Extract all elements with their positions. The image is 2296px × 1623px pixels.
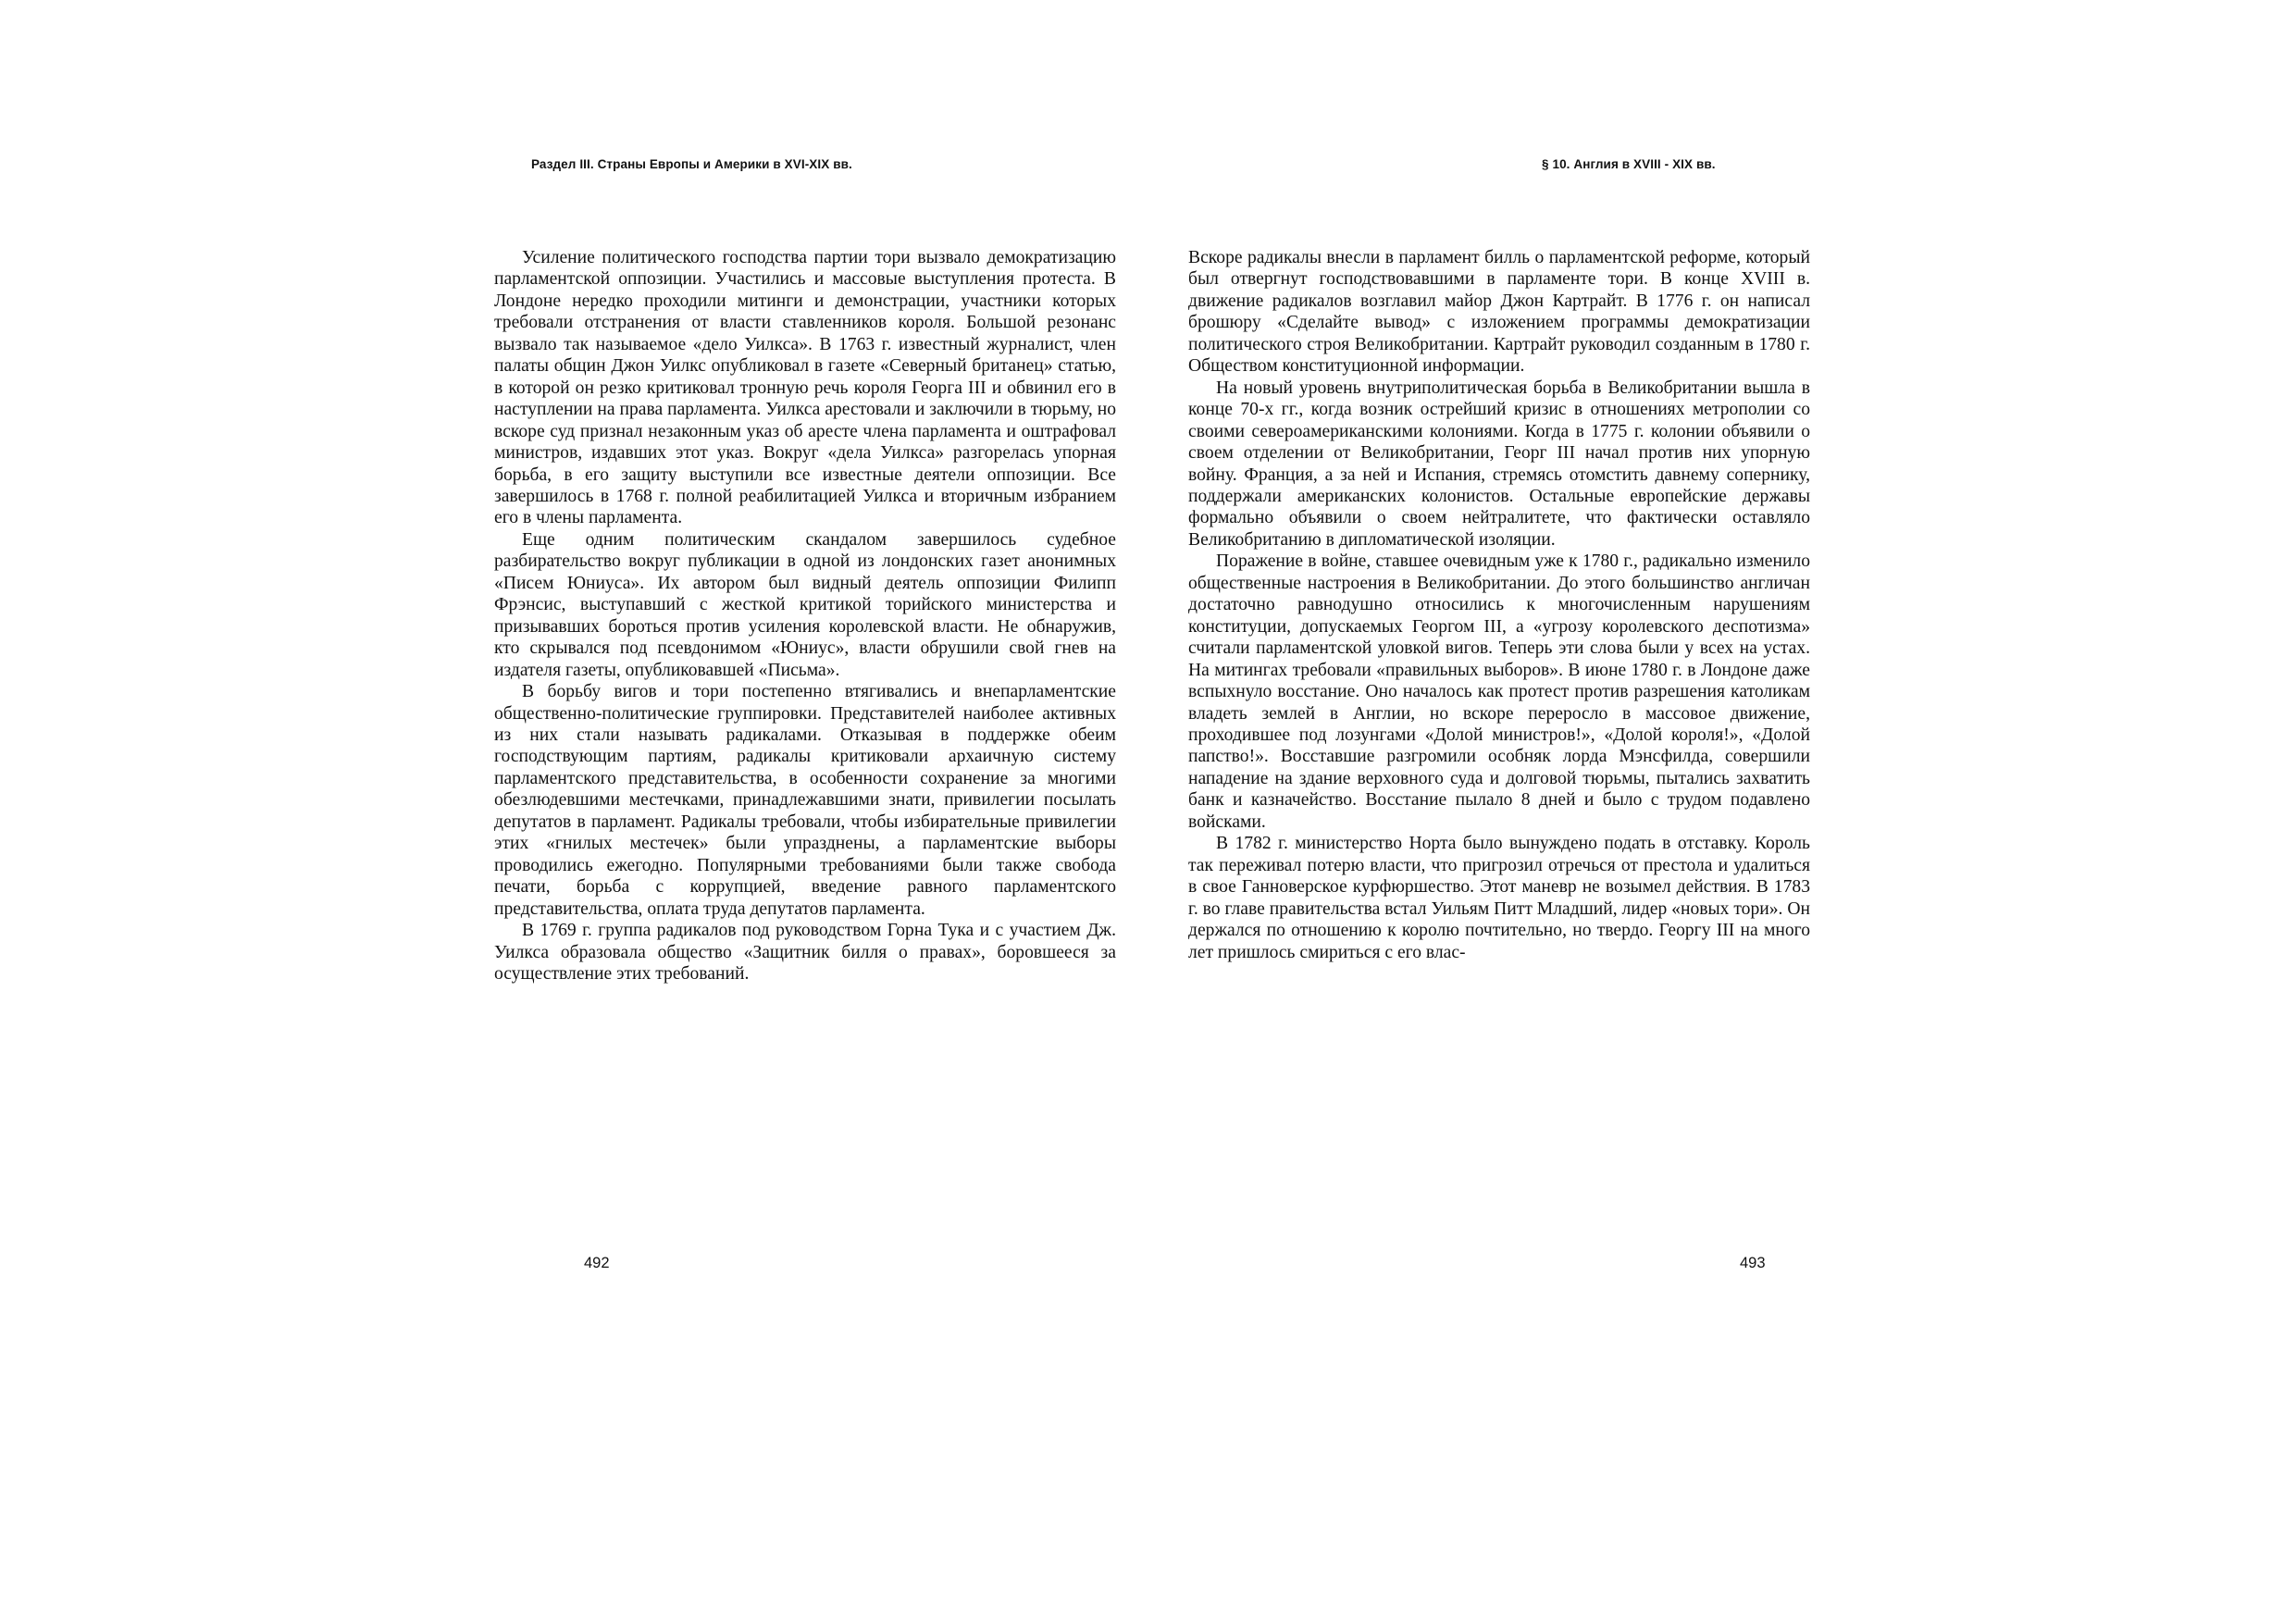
left-running-head: Раздел III. Страны Европы и Америки в XVI-XIX вв.	[531, 157, 852, 171]
right-body-text	[1188, 247, 1810, 963]
paragraph: Усиление политического господства партии тори вызвало демократизацию парламентской оппозиции. Участились и массовые выступления протеста. В Лондоне нередко проходили митинги и демонстрации, участники которых требовали отстранения от власти ставленников короля. Большой резонанс вызвало так называемое «дело Уилкса». В 1763 г. известный журналист, член палаты общин Джон Уилкс опубликовал в газете «Северный британец» статью, в которой он резко критиковал тронную речь короля Георга III и обвинил его в наступлении на права парламента. Уилкса арестовали и заключили в тюрьму, но вскоре суд признал незаконным указ об аресте члена парламента и оштрафовал министров, издавших этот указ. Вокруг «дела Уилкса» разгорелась упорная борьба, в его защиту выступили все известные деятели оппозиции. Все завершилось в 1768 г. полной реабилитацией Уилкса и вторичным избранием его в члены парламента.	[494, 248, 1116, 528]
left-body-text	[494, 247, 1116, 985]
paragraph: Еще одним политическим скандалом завершилось судебное разбирательство вокруг публикации в одной из лондонских газет анонимных «Писем Юниуса». Их автором был видный деятель оппозиции Филипп Фрэнсис, выступавший с жесткой критикой торийского министерства и призывавших бороться против усиления королевской власти. Не обнаружив, кто скрывался под псевдонимом «Юниус», власти обрушили свой гнев на издателя газеты, опубликовавшей «Письма».	[494, 529, 1116, 680]
paragraph: В 1769 г. группа радикалов под руководством Горна Тука и с участием Дж. Уилкса образовала общество «Защитник билля о правах», боровшееся за осуществление этих требований.	[494, 921, 1116, 984]
paragraph: На новый уровень внутриполитическая борьба в Великобритании вышла в конце 70-х гг., когда возник острейший кризис в отношениях метрополии со своими североамериканскими колониями. Когда в 1775 г. колонии объявили о своем отделении от Великобритании, Георг III начал против них упорную войну. Франция, а за ней и Испания, стремясь отомстить давнему сопернику, поддержали американских колонистов. Остальные европейские державы формально объявили о своем нейтралитете, что фактически оставляло Великобританию в дипломатической изоляции.	[1188, 378, 1810, 550]
right-running-head: § 10. Англия в XVIII - XIX вв.	[1542, 157, 1716, 171]
right-page	[1148, 0, 2296, 1623]
left-page-number: 492	[584, 1255, 610, 1271]
right-page-number: 493	[1740, 1255, 1766, 1271]
paragraph: Вскоре радикалы внесли в парламент билль о парламентской реформе, который был отвергнут господствовавшими в парламенте тори. В конце XVIII в. движение радикалов возглавил майор Джон Картрайт. В 1776 г. он написал брошюру «Сделайте вывод» с изложением программы демократизации политического строя Великобритании. Картрайт руководил созданным в 1780 г. Обществом конституционной информации.	[1188, 248, 1810, 377]
paragraph: В 1782 г. министерство Норта было вынуждено подать в отставку. Король так переживал потерю власти, что пригрозил отречься от престола и удалиться в свое Ганноверское курфюршество. Этот маневр не возымел действия. В 1783 г. во главе правительства встал Уильям Питт Младший, лидер «новых тори». Он держался по отношению к королю почтительно, но твердо. Георгу III на много лет пришлось смириться с его влас-	[1188, 834, 1810, 962]
paragraph: В борьбу вигов и тори постепенно втягивались и внепарламентские общественно-политические группировки. Представителей наиболее активных из них стали называть радикалами. Отказывая в поддержке обеим господствующим партиям, радикалы критиковали архаичную систему парламентского представительства, в особенности сохранение за многими обезлюдевшими местечками, принадлежавшими знати, привилегии посылать депутатов в парламент. Радикалы требовали, чтобы избирательные привилегии этих «гнилых местечек» были упразднены, а парламентские выборы проводились ежегодно. Популярными требованиями были также свобода печати, борьба с коррупцией, введение равного парламентского представительства, оплата труда депутатов парламента.	[494, 682, 1116, 919]
paragraph: Поражение в войне, ставшее очевидным уже к 1780 г., радикально изменило общественные настроения в Великобритании. До этого большинство англичан достаточно равнодушно относились к многочисленным нарушениям конституции, допускаемых Георгом III, а «угрозу королевского деспотизма» считали парламентской уловкой вигов. Теперь эти слова были у всех на устах. На митингах требовали «правильных выборов». В июне 1780 г. в Лондоне даже вспыхнуло восстание. Оно началось как протест против разрешения католикам владеть землей в Англии, но вскоре переросло в массовое движение, проходившее под лозунгами «Долой министров!», «Долой короля!», «Долой папство!». Восставшие разгромили особняк лорда Мэнсфилда, совершили нападение на здание верховного суда и долговой тюрьмы, пытались захватить банк и казначейство. Восстание пылало 8 дней и было с трудом подавлено войсками.	[1188, 551, 1810, 832]
